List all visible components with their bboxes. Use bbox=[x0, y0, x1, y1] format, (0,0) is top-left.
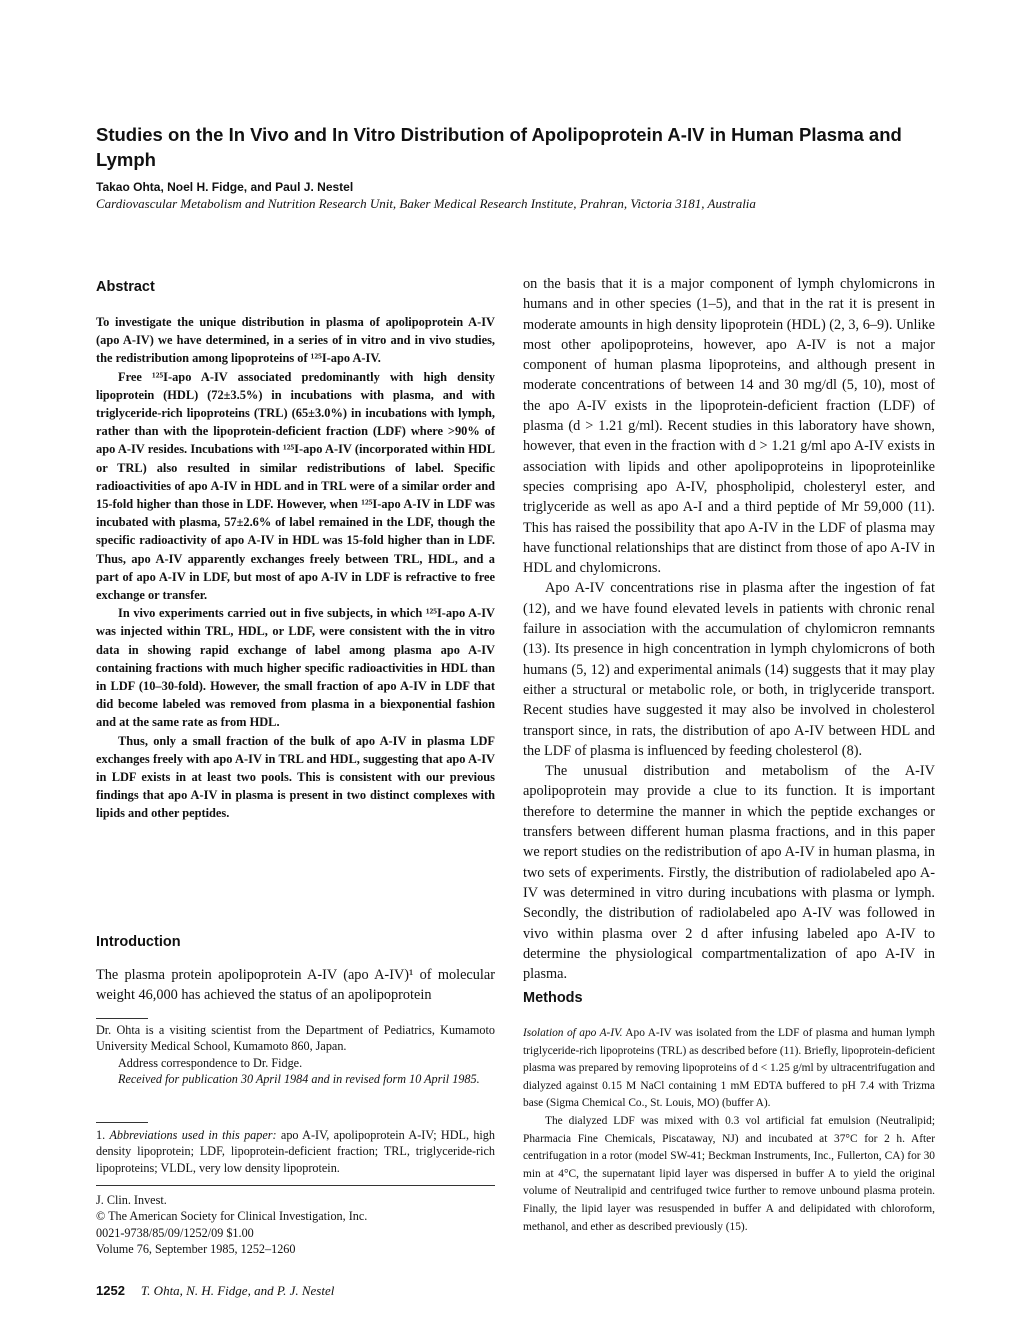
abstract-body bbox=[96, 313, 495, 823]
abstract-paragraph-4: Thus, only a small fraction of the bulk of apo A-IV in plasma LDF exchanges freely with apo A-IV in TRL and HDL, suggesting that apo A-IV in LDF exists in at least two pools. This is consistent with our previous findings that apo A-IV in plasma is present in two distinct complexes with lipids and other peptides. bbox=[96, 733, 495, 821]
running-head: T. Ohta, N. H. Fidge, and P. J. Nestel bbox=[140, 1283, 335, 1298]
affiliation: Cardiovascular Metabolism and Nutrition Research Unit, Baker Medical Research Institute, Prahran, Victoria 3181, Australia bbox=[96, 196, 756, 211]
right-column-body bbox=[523, 274, 935, 984]
right-paragraph-1: on the basis that it is a major component of lymph chylomicrons in humans and in other species (1–5), and that in the rat it is present in moderate amounts in high density lipoprotein (HDL) (2, 3, 6–9). Unlike most other apolipoproteins, however, apo A-IV is not a major component of human plasma lipoproteins, and although present in moderate concentrations of between 14 and 30 mg/dl (5, 10), most of the apo A-IV exists in the lipoprotein-deficient fraction (LDF) of plasma (d > 1.21 g/ml). Recent studies in this laboratory have shown, however, that even in the fraction with d > 1.21 g/ml apo A-IV exists in association with lipids and other apolipoproteins in lipoproteinlike species comprising apo A-IV, phospholipid, cholesteryl ester, and triglyceride as well as apo A-I and a third peptide of Mr 59,000 (11). This has raised the possibility that apo A-IV in the LDF of plasma may have functional relationships that are distinct from those of apo A-IV in HDL and chylomicrons. bbox=[523, 276, 935, 577]
methods-heading: Methods bbox=[523, 990, 583, 1006]
page-footer bbox=[96, 1283, 334, 1299]
abbreviations-label: Abbreviations used in this paper: bbox=[109, 1128, 277, 1142]
abstract-paragraph-1: To investigate the unique distribution in plasma of apolipoprotein A-IV (apo A-IV) we have determined, in a series of in vitro and in vivo studies, the redistribution among lipoproteins of ¹²⁵I-apo A-IV. bbox=[96, 315, 495, 366]
journal-name: J. Clin. Invest. bbox=[96, 1193, 167, 1207]
abstract-paragraph-3: In vivo experiments carried out in five subjects, in which ¹²⁵I-apo A-IV was injected within TRL, HDL, or LDF, were consistent with the in vitro data in showing rapid exchange of label among plasma apo A-IV containing fractions with much higher specific radioactivities in HDL than in LDF (10–30-fold). However, the small fraction of apo A-IV in LDF that did become labeled was removed from plasma in a biexponential fashion and at the same rate as from HDL. bbox=[96, 606, 495, 730]
journal-info bbox=[96, 1192, 495, 1257]
received-note: Received for publication 30 April 1984 and in revised form 10 April 1985. bbox=[118, 1071, 480, 1086]
footnote-rule bbox=[96, 1018, 148, 1019]
abstract-heading: Abstract bbox=[96, 279, 155, 295]
author-notes bbox=[96, 1022, 495, 1087]
right-paragraph-2: Apo A-IV concentrations rise in plasma after the ingestion of fat (12), and we have found elevated levels in patients with chronic renal failure in association with the accumulation of chylomicron remnants (13). Its presence in high concentration in lymph chylomicrons of both humans (5, 12) and experimental animals (14) suggests that it may play either a structural or metabolic role, or both, in triglyceride transport. Recent studies have suggested it may also be involved in cholesterol transport since, in rats, the distribution of apo A-IV between HDL and the LDF of plasma is influenced by feeding cholesterol (8). bbox=[523, 580, 935, 759]
footnote-rule-2 bbox=[96, 1122, 148, 1123]
article-title: Studies on the In Vivo and In Vitro Distribution of Apolipoprotein A-IV in Human Plasma and Lymph bbox=[96, 124, 902, 170]
visiting-scientist-note: Dr. Ohta is a visiting scientist from the Department of Pediatrics, Kumamoto University Medical School, Kumamoto 860, Japan. bbox=[96, 1023, 495, 1054]
methods-paragraph-2: The dialyzed LDF was mixed with 0.3 vol artificial fat emulsion (Neutralipid; Pharmacia Fine Chemicals, Piscataway, NJ) and incubated at 37°C for 2 h. After centrifugation in a rotor (model SW-41; Beckman Instruments, Inc., Fullerton, CA) for 30 min at 4°C, the supernatant lipid layer was dispersed in buffer A to yield the original volume of Neutralipid and centrifuged twice further to remove unbound plasma protein. Finally, the lipid layer was resuspended in buffer A and delipidated with chloroform, methanol, and ether as described previously (15). bbox=[523, 1114, 935, 1233]
methods-subheading: Isolation of apo A-IV. bbox=[523, 1027, 623, 1039]
copyright: © The American Society for Clinical Investigation, Inc. bbox=[96, 1209, 368, 1224]
right-paragraph-3: The unusual distribution and metabolism of the A-IV apolipoprotein may provide a clue to its function. It is important therefore to determine the manner in which the peptide exchanges or transfers between different human plasma fractions, and in this paper we report studies on the redistribution of apo A-IV in human plasma, in two sets of experiments. Firstly, the distribution of radiolabeled apo A-IV was determined in vitro during incubations with plasma or lymph. Secondly, the distribution of radiolabeled apo A-IV was followed in vivo within plasma over 2 d after infusing labeled apo A-IV to determine the physiological compartmentalization of apo A-IV in plasma. bbox=[523, 763, 935, 983]
page-number: 1252 bbox=[96, 1283, 125, 1298]
journal-info-rule bbox=[96, 1185, 495, 1186]
abbreviations-footnote bbox=[96, 1127, 495, 1176]
volume-line: Volume 76, September 1985, 1252–1260 bbox=[96, 1241, 296, 1256]
abstract-paragraph-2: Free ¹²⁵I-apo A-IV associated predominantly with high density lipoprotein (HDL) (72±3.5%) in incubations with plasma, and with triglyceride-rich lipoproteins (TRL) (65±3.0%) in incubations with lymph, rather than with the lipoprotein-deficient fraction (LDF) where >90% of apo A-IV resides. Incubations with ¹²⁵I-apo A-IV (incorporated within HDL or TRL) also resulted in similar redistributions of label. Specific radioactivities of apo A-IV in HDL and in TRL were of a similar order and 15-fold higher than those in LDF. However, when ¹²⁵I-apo A-IV in LDF was incubated with plasma, 57±2.6% of label remained in the LDF, though the specific radioactivity of apo A-IV in HDL was 15-fold higher than in LDF. Thus, apo A-IV apparently exchanges freely between TRL, HDL, and a part of apo A-IV in LDF, but most of apo A-IV in LDF is refractive to free exchange or transfer. bbox=[96, 369, 495, 603]
author-list: Takao Ohta, Noel H. Fidge, and Paul J. Nestel bbox=[96, 180, 354, 194]
correspondence-note: Address correspondence to Dr. Fidge. bbox=[118, 1055, 303, 1070]
introduction-heading: Introduction bbox=[96, 934, 181, 950]
methods-body bbox=[523, 1025, 935, 1236]
introduction-paragraph: The plasma protein apolipoprotein A-IV (apo A-IV)¹ of molecular weight 46,000 has achieved the status of an apolipoprotein bbox=[96, 967, 495, 1004]
abbreviations-text: apo A-IV, apolipoprotein A-IV; HDL, high density lipoprotein; LDF, lipoprotein-deficient fraction; TRL, triglyceride-rich lipoproteins; VLDL, very low density lipoprotein. bbox=[96, 1128, 495, 1175]
introduction-body bbox=[96, 965, 495, 1006]
abbreviations-number: 1. bbox=[96, 1128, 106, 1142]
issn-line: 0021-9738/85/09/1252/09 $1.00 bbox=[96, 1225, 254, 1240]
methods-paragraph-1: Apo A-IV was isolated from the LDF of plasma and human lymph triglyceride-rich lipoproteins (TRL) as described before (11). Briefly, lipoprotein-deficient plasma was prepared by removing lipoproteins of d < 1.25 g/ml by ultracentrifugation and dialyzed against 0.15 M NaCl containing 1 mM EDTA buffered to pH 7.4 with Trizma base (Sigma Chemical Co., St. Louis, MO) (buffer A). bbox=[523, 1027, 935, 1110]
